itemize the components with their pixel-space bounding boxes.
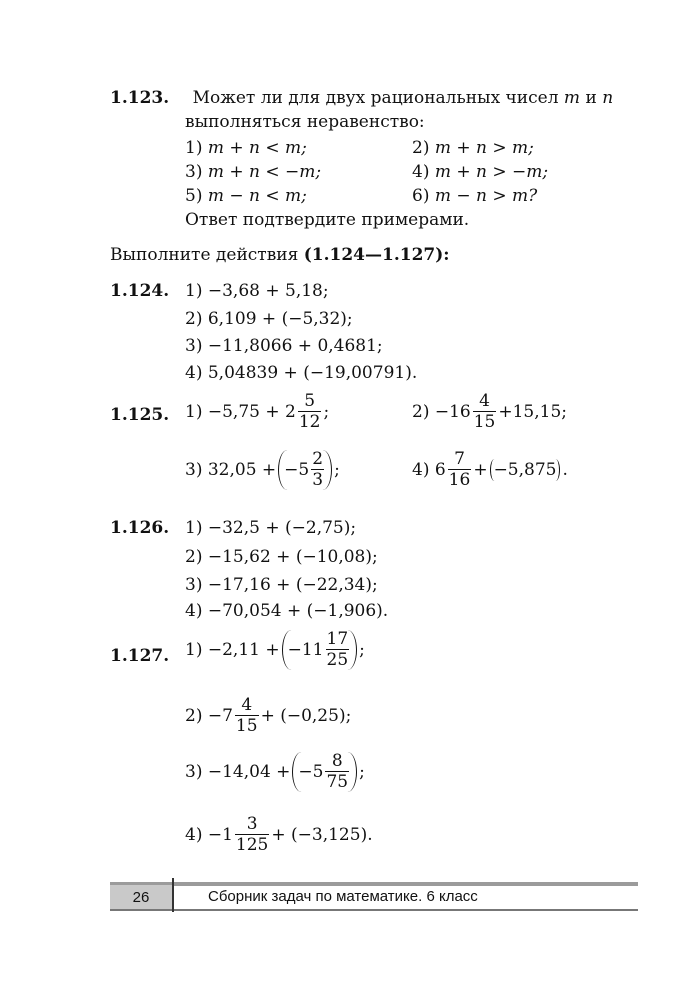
p124-item-1: 1) −3,68 + 5,18; [185, 281, 329, 301]
page-number: 26 [110, 885, 172, 909]
option-3: 3) m + n < −m; [185, 162, 322, 182]
option-5: 5) m − n < m; [185, 186, 307, 206]
parenthesized-group: −11 $\frac{17}{25}$ [282, 630, 358, 670]
parenthesized-group: −5 $\frac{2}{3}$ [278, 450, 332, 490]
p125-item-1: 1) −5,75 + 2 $\frac{5}{12}$ ; [185, 391, 330, 432]
p126-item-3: 3) −17,16 + (−22,34); [185, 575, 378, 595]
p124-item-3: 3) −11,8066 + 0,4681; [185, 336, 383, 356]
footer-divider [172, 878, 174, 912]
p126-item-1: 1) −32,5 + (−2,75); [185, 518, 357, 538]
fraction: $\frac{3}{125}$ [235, 814, 269, 855]
parenthesized-group: −5 $\frac{8}{75}$ [292, 752, 357, 792]
p125-item-3: 3) 32,05 + −5 $\frac{2}{3}$ ; [185, 449, 340, 490]
fraction: $\frac{5}{12}$ [298, 391, 321, 432]
p126-item-4: 4) −70,054 + (−1,906). [185, 601, 389, 621]
footer-bottom-rule [110, 909, 638, 911]
p127-item-3: 3) −14,04 + −5 $\frac{8}{75}$ ; [185, 751, 365, 792]
fraction: $\frac{4}{15}$ [235, 695, 258, 736]
option-1: 1) m + n < m; [185, 138, 307, 158]
p125-item-4: 4) 6 $\frac{7}{16}$ + −5,875 . [412, 449, 568, 490]
option-4: 4) m + n > −m; [412, 162, 549, 182]
option-6: 6) m − n > m? [412, 186, 538, 206]
problem-1-123-question: 1.123. Может ли для двух рациональных чисел m и n [110, 88, 614, 108]
p126-item-2: 2) −15,62 + (−10,08); [185, 547, 378, 567]
problem-number: 1.124. [110, 281, 170, 301]
fraction: $\frac{17}{25}$ [326, 629, 349, 670]
problem-number: 1.123. [110, 88, 170, 108]
p127-item-2: 2) −7 $\frac{4}{15}$ + (−0,25); [185, 695, 352, 736]
p125-item-2: 2) −16 $\frac{4}{15}$ +15,15; [412, 391, 568, 432]
problem-number: 1.125. [110, 405, 170, 425]
problem-number: 1.127. [110, 646, 170, 666]
parenthesized-group: −5,875 [490, 459, 561, 481]
fraction: $\frac{7}{16}$ [448, 449, 471, 490]
problem-1-123-question-cont: выполняться неравенство: [185, 112, 425, 132]
p124-item-2: 2) 6,109 + (−5,32); [185, 309, 353, 329]
confirm-text: Ответ подтвердите примерами. [185, 210, 470, 230]
fraction: $\frac{4}{15}$ [473, 391, 496, 432]
fraction: $\frac{2}{3}$ [312, 449, 324, 490]
book-title: Сборник задач по математике. 6 класс [208, 888, 478, 905]
p127-item-4: 4) −1 $\frac{3}{125}$ + (−3,125). [185, 814, 373, 855]
footer-top-rule [110, 882, 638, 886]
problem-number: 1.126. [110, 518, 170, 538]
option-2: 2) m + n > m; [412, 138, 534, 158]
p124-item-4: 4) 5,04839 + (−19,00791). [185, 363, 418, 383]
fraction: $\frac{8}{75}$ [326, 751, 349, 792]
p127-item-1: 1) −2,11 + −11 $\frac{17}{25}$ ; [185, 629, 365, 670]
instruction: Выполните действия (1.124—1.127): [110, 245, 450, 265]
